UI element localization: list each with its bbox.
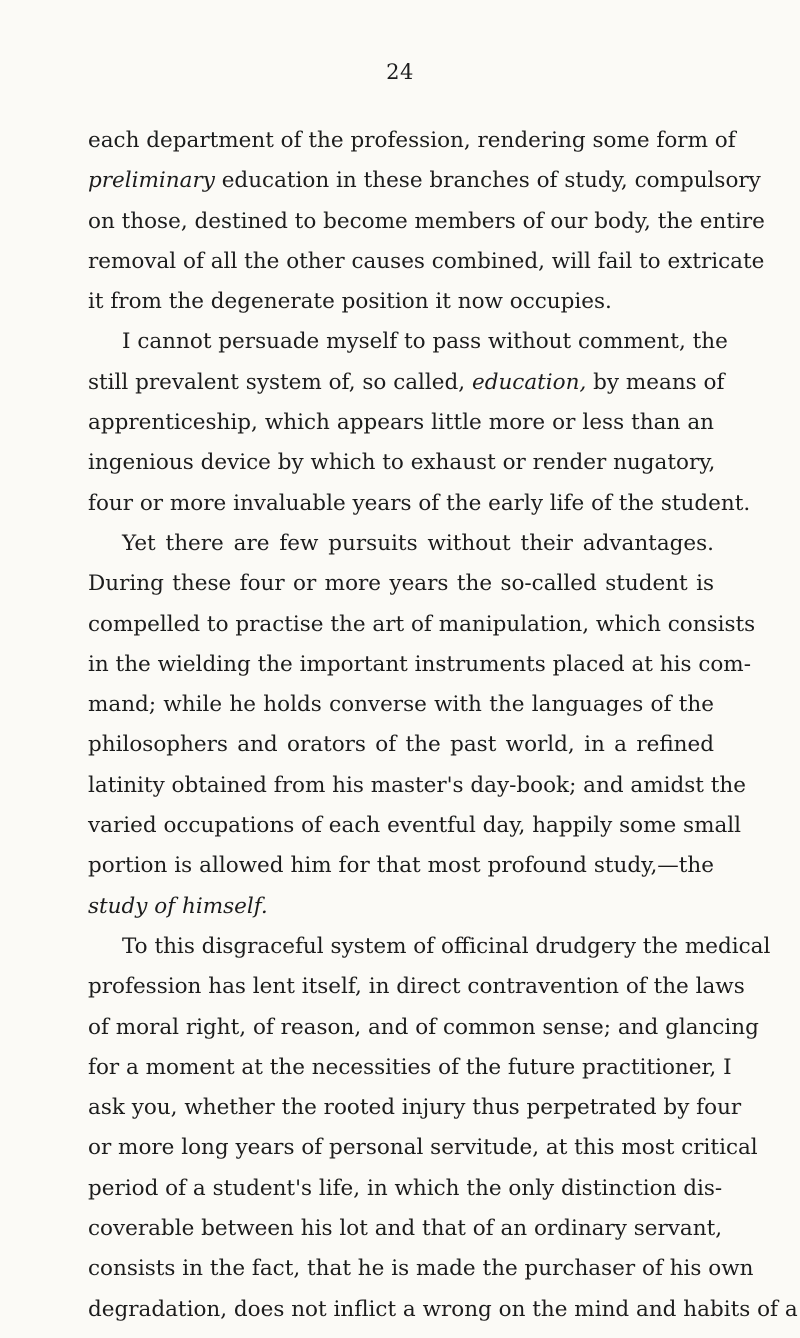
text-line: it from the degenerate position it now occupies. — [88, 289, 612, 315]
text-line: period of a student's life, in which the only distinction dis- — [88, 1175, 723, 1201]
text-line: Yet there are few pursuits without their advantages. — [122, 530, 714, 556]
text-line: coverable between his lot and that of an ordinary servant, — [88, 1216, 723, 1242]
text-line: on those, destined to become members of our body, the entire — [88, 208, 765, 234]
text-line: degradation, does not inflict a wrong on the mind and habits of a — [88, 1296, 798, 1322]
text-line: compelled to practise the art of manipulation, which consists — [88, 611, 756, 637]
italic-term-preliminary: preliminary — [88, 168, 215, 194]
paragraph-start-line: To this disgraceful system of officinal drudgery the medical — [122, 933, 771, 959]
text-line: portion is allowed him for that most profound study,—the — [88, 853, 714, 879]
text-line: ingenious device by which to exhaust or render nugatory, — [88, 450, 716, 476]
text-line: philosophers and orators of the past world, in a refined — [88, 732, 714, 758]
text-line: removal of all the other causes combined, will fail to extricate — [88, 248, 765, 274]
text-line: four or more invaluable years of the early life of the student. — [88, 490, 751, 516]
italic-term-study-of-himself: study of himself. — [88, 893, 268, 919]
text-line: for a moment at the necessities of the future practitioner, I — [88, 1054, 732, 1080]
text-line: still prevalent system of, so called, education, by means of — [88, 369, 725, 395]
text-line: or more long years of personal servitude, at this most critical — [88, 1135, 758, 1161]
body-text — [88, 121, 798, 1330]
text-line: apprenticeship, which appears little more or less than an — [88, 410, 714, 436]
page-number: 24 — [386, 60, 414, 84]
paragraph-start-line: I cannot persuade myself to pass without comment, the — [122, 329, 728, 355]
text-line: profession has lent itself, in direct contravention of the laws — [88, 974, 745, 1000]
text-line: mand; while he holds converse with the languages of the — [88, 692, 714, 718]
text-line: consists in the fact, that he is made the purchaser of his own — [88, 1256, 754, 1282]
italic-term-education: education, — [471, 369, 587, 395]
text-line: varied occupations of each eventful day, happily some small — [88, 813, 742, 839]
text-line: ask you, whether the rooted injury thus perpetrated by four — [88, 1095, 742, 1121]
text-line: latinity obtained from his master's day-book; and amidst the — [88, 772, 746, 798]
text-line: in the wielding the important instruments placed at his com- — [88, 651, 751, 677]
text-line: each department of the profession, rendering some form of — [88, 128, 736, 153]
text-line: of moral right, of reason, and of common sense; and glancing — [88, 1014, 759, 1040]
text-line: During these four or more years the so-called student is — [88, 571, 714, 597]
text-line — [88, 887, 714, 927]
text-line: preliminary education in these branches of study, compulsory — [88, 168, 761, 194]
